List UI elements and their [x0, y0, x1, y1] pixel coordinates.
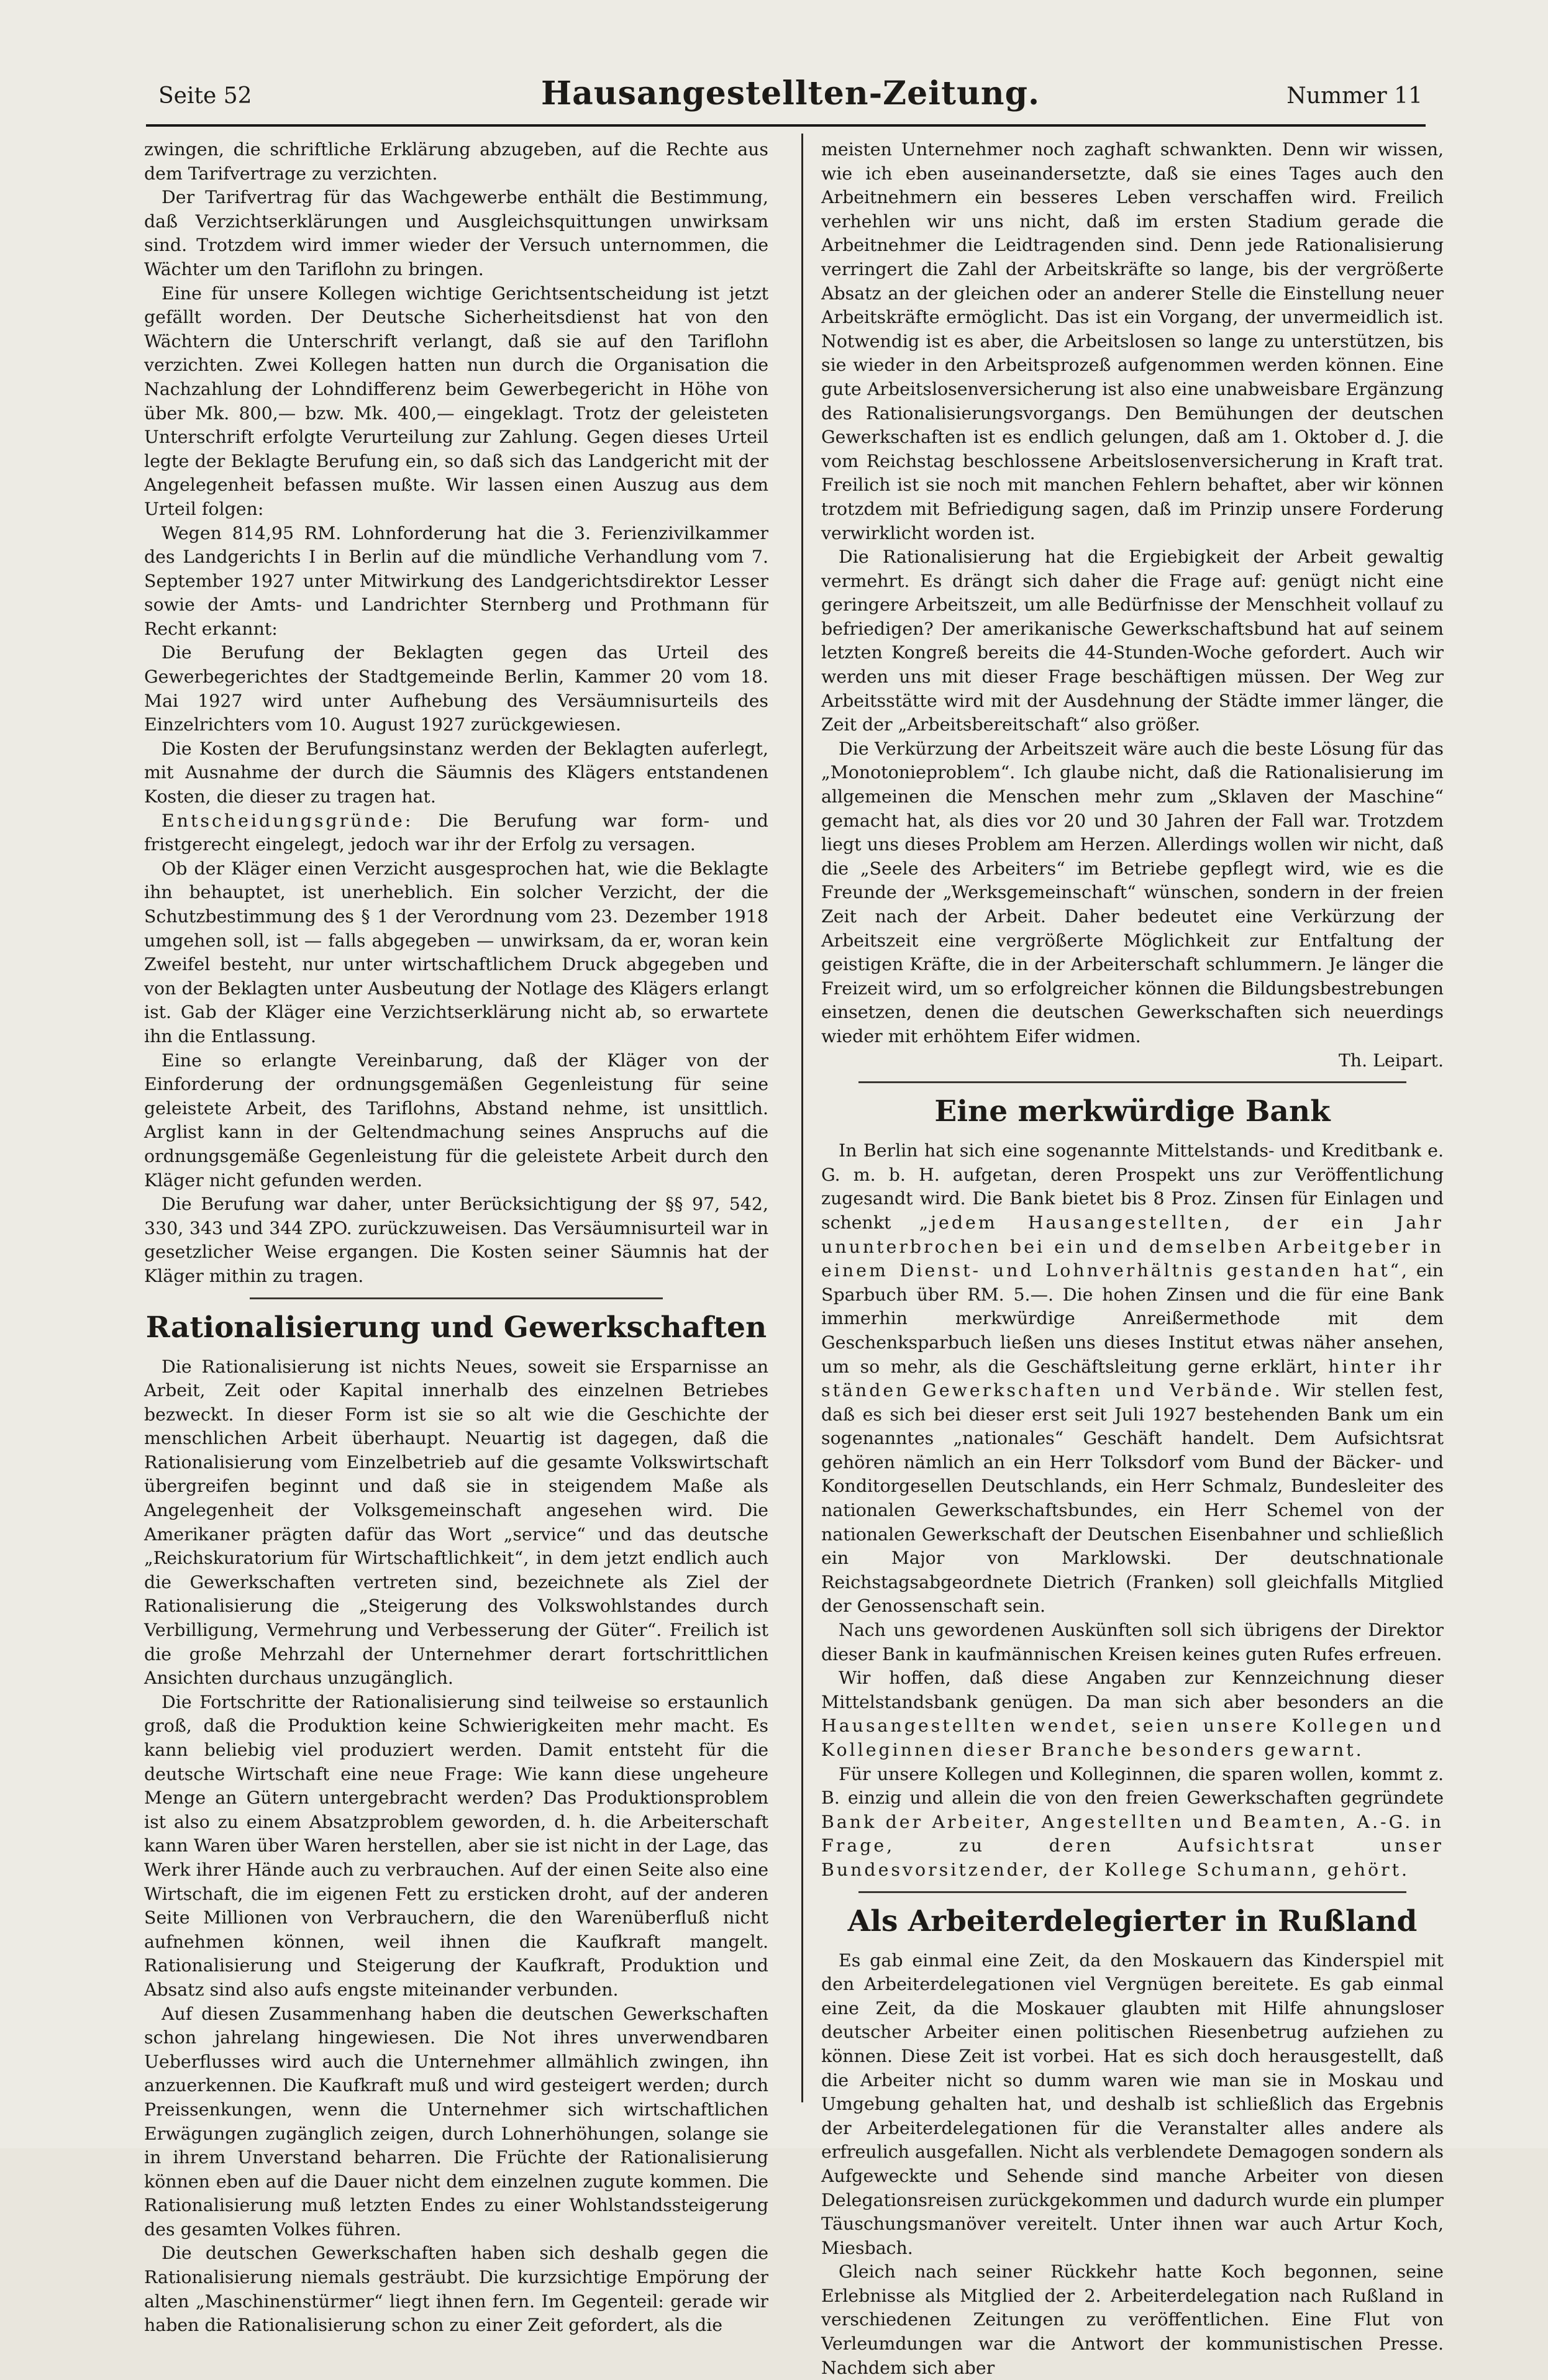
section-divider [858, 1891, 1406, 1893]
emphasis-run: Hausangestellten wendet, seien unsere Kollegen und Kolleginnen dieser Branche besonders gewarnt. [821, 1715, 1444, 1760]
article-paragraph: Der Tarifvertrag für das Wachgewerbe enthält die Bestimmung, daß Verzichtserklärungen und Ausgleichsquittungen unwirksam sind. Trotzdem wird immer wieder der Versuch unternommen, die Wächter um den Tariflohn zu bringen. [144, 187, 768, 279]
emphasis-run: hinter ihr ständen Gewerkschaften und Verbände. [821, 1356, 1444, 1401]
article-paragraph: Gleich nach seiner Rückkehr hatte Koch begonnen, seine Erlebnisse als Mitglied der 2. Arbeiterdelegation nach Rußland in verschiedenen Zeitungen zu veröffentlichen. Eine Flut von Verleumdungen war die Antwort der kommunistischen Presse. Nachdem sich aber [821, 2261, 1444, 2378]
article-paragraph: Die Rationalisierung hat die Ergiebigkeit der Arbeit gewaltig vermehrt. Es drängt sich daher die Frage auf: genügt nicht eine geringere Arbeitszeit, um alle Bedürfnisse der Menschheit vollauf zu befriedigen? Der amerikanische Gewerkschaftsbund hat auf seinem letzten Kongreß bereits die 44-Stunden-Woche gefordert. Auch wir werden uns mit dieser Frage beschäftigen müssen. Der Weg zur Arbeitsstätte wird mit der Ausdehnung der Städte immer länger, die Zeit der „Arbeitsbereitschaft“ also größer. [821, 547, 1444, 735]
text-run: In Berlin hat sich eine sogenannte Mittelstands- und Kreditbank e. G. m. b. H. aufgetan, deren Prospekt uns zur Veröffentlichung zugesandt wird. Die Bank bietet bis 8 Proz. Zinsen für Einlagen und schenkt [821, 1140, 1444, 1233]
article-paragraph: zwingen, die schriftliche Erklärung abzugeben, auf die Rechte aus dem Tarifvertrage zu verzichten. [144, 139, 768, 184]
headline-bank: Eine merkwürdige Bank [934, 1094, 1331, 1129]
court-ruling-paragraph: Die Berufung war daher, unter Berücksichtigung der §§ 97, 542, 330, 343 und 344 ZPO. zurückzuweisen. Das Versäumnisurteil war in gesetzlicher Weise ergangen. Die Kosten seiner Säumnis hat der Kläger mithin zu tragen. [144, 1194, 768, 1286]
text-run: Wir hoffen, daß diese Angaben zur Kennzeichnung dieser Mittelstandsbank genügen. Da man sich aber besonders an die [821, 1668, 1444, 1712]
article-paragraph: Nach uns gewordenen Auskünften soll sich übrigens der Direktor dieser Bank in kaufmännischen Kreisen keines guten Rufes erfreuen. [821, 1620, 1444, 1665]
page-number: Seite 52 [158, 83, 252, 109]
right-column [821, 138, 1444, 2380]
article-paragraph: Eine für unsere Kollegen wichtige Gerichtsentscheidung ist jetzt gefällt worden. Der Deutsche Sicherheitsdienst hat von den Wächtern die Unterschrift verlangt, daß sie auf den Tariflohn verzichten. Zwei Kollegen hatten nun durch die Organisation die Nachzahlung der Lohndifferenz beim Gewerbegericht in Höhe von über Mk. 800,— bzw. Mk. 400,— eingeklagt. Trotz der geleisteten Unterschrift erfolgte Verurteilung zur Zahlung. Gegen dieses Urteil legte der Beklagte Berufung ein, so daß sich das Landgericht mit der Angelegenheit befassen mußte. Wir lassen einen Auszug aus dem Urteil folgen: [144, 283, 768, 519]
masthead-title: Hausangestellten-Zeitung. [540, 75, 1040, 112]
article-paragraph: Die Rationalisierung ist nichts Neues, soweit sie Ersparnisse an Arbeit, Zeit oder Kapital innerhalb des einzelnen Betriebes bezweckt. In dieser Form ist sie so alt wie die Geschichte der menschlichen Arbeit überhaupt. Neuartig ist dagegen, daß die Rationalisierung vom Einzelbetrieb auf die gesamte Volkswirtschaft übergreifen beginnt und daß sie in steigendem Maße als Angelegenheit der Volksgemeinschaft angesehen wird. Die Amerikaner prägten dafür das Wort „service“ und das deutsche „Reichskuratorium für Wirtschaftlichkeit“, in dem jetzt endlich auch die Gewerkschaften vertreten sind, bezeichnete als Ziel der Rationalisierung die „Steigerung des Volkswohlstandes durch Verbilligung, Vermehrung und Verbesserung der Güter“. Freilich ist die große Mehrzahl der Unternehmer derart fortschrittlichen Ansichten durchaus unzugänglich. [144, 1356, 768, 1689]
section-divider [250, 1297, 663, 1299]
headline-rationalisierung: Rationalisierung und Gewerkschaften [145, 1310, 767, 1345]
text-run: , ein Sparbuch über RM. 5.—. Die hohen Zinsen und die für eine Bank immerhin merkwürdige Anreißermethode mit dem Geschenksparbuch ließen uns dieses Institut etwas näher ansehen, um so mehr, als die Geschäftsleitung gerne erklärt, [821, 1260, 1444, 1377]
article-paragraph [821, 1763, 1444, 1883]
court-ruling-paragraph: Wegen 814,95 RM. Lohnforderung hat die 3. Ferienzivilkammer des Landgerichts I in Berlin auf die mündliche Verhandlung vom 7. September 1927 unter Mitwirkung des Landgerichtsdirektor Lesser sowie der Amts- und Landrichter Sternberg und Prothmann für Recht erkannt: [144, 522, 768, 639]
grounds-text: Die Berufung war form- und fristgerecht eingelegt, jedoch war ihr der Erfolg zu versagen. [144, 810, 768, 855]
article-paragraph: Die Fortschritte der Rationalisierung sind teilweise so erstaunlich groß, daß die Produktion keine Schwierigkeiten mehr macht. Es kann beliebig viel produziert werden. Damit entsteht für die deutsche Wirtschaft eine neue Frage: Wie kann diese ungeheure Menge an Gütern untergebracht werden? Das Produktionsproblem ist also zu einem Absatzproblem geworden, d. h. die Arbeiterschaft kann Waren über Waren herstellen, aber sie ist nicht in der Lage, das Werk ihrer Hände auch zu verbrauchen. Auf der einen Seite also eine Wirtschaft, die im eigenen Fett zu ersticken droht, auf der anderen Seite Millionen von Verbrauchern, die den Warenüberfluß nicht aufnehmen können, weil ihnen die Kaufkraft mangelt. Rationalisierung und Steigerung der Kaufkraft, Produktion und Absatz sind also aufs engste miteinander verbunden. [144, 1691, 768, 2000]
header-rule [146, 124, 1426, 127]
issue-number: Nummer 11 [1286, 83, 1423, 109]
headline-russland: Als Arbeiterdelegierter in Rußland [847, 1904, 1418, 1938]
article-paragraph: Es gab einmal eine Zeit, da den Moskauern das Kinderspiel mit den Arbeiterdelegationen viel Vergnügen bereitete. Es gab einmal eine Zeit, da die Moskauer glaubten mit Hilfe ahnungsloser deutscher Arbeiter einen politischen Riesenbetrug aufziehen zu können. Diese Zeit ist vorbei. Hat es sich doch herausgestellt, daß die Arbeiter nicht so dumm waren wie man sie in Moskau und Umgebung gehalten hat, und deshalb ist schließlich das Ergebnis der Arbeiterdelegationen für die Veranstalter alles andere als erfreulich ausgefallen. Nicht als verblendete Demagogen sondern als Aufgeweckte und Sehende sind manche Arbeiter von diesen Delegationsreisen zurückgekommen und dadurch wurde ein plumper Täuschungsmanöver vereitelt. Unter ihnen war auch Artur Koch, Miesbach. [821, 1950, 1444, 2258]
text-run: Wir stellen fest, daß es sich bei dieser erst seit Juli 1927 bestehenden Bank um ein sogenanntes „nationales“ Geschäft handelt. Dem Aufsichtsrat gehören nämlich an ein Herr Tolksdorf vom Bund der Bäcker- und Konditorgesellen Deutschlands, ein Herr Schmalz, Bundesleiter des nationalen Gewerkschaftsbundes, ein Herr Schemel von der nationalen Gewerkschaft der Deutschen Eisenbahner und schließlich ein Major von Marklowski. Der deutschnationale Reichstagsabgeordnete Dietrich (Franken) soll gleichfalls Mitglied der Genossenschaft sein. [821, 1380, 1444, 1617]
text-run: Für unsere Kollegen und Kolleginnen, die sparen wollen, kommt z. B. einzig und allein die von den freien Gewerkschaften gegründete [821, 1763, 1444, 1809]
court-ruling-paragraph: Ob der Kläger einen Verzicht ausgesprochen hat, wie die Beklagte ihn behauptet, ist unerheblich. Ein solcher Verzicht, der die Schutzbestimmung des § 1 der Verordnung vom 23. Dezember 1918 umgehen soll, ist — falls abgegeben — unwirksam, da er, woran kein Zweifel besteht, nur unter wirtschaftlichem Druck abgegeben und von der Beklagten unter Ausbeutung der Notlage des Klägers erlangt ist. Gab der Kläger eine Verzichtserklärung nicht ab, so erwartete ihn die Entlassung. [144, 858, 768, 1047]
court-ruling-paragraph [144, 809, 768, 857]
article-paragraph [821, 1139, 1444, 1619]
column-divider [801, 134, 803, 2102]
article-paragraph: Die deutschen Gewerkschaften haben sich deshalb gegen die Rationalisierung niemals gesträubt. Die kurzsichtige Empörung der alten „Maschinenstürmer“ liegt ihnen fern. Im Gegenteil: gerade wir haben die Rationalisierung schon zu einer Zeit gefordert, als die [144, 2243, 768, 2336]
court-ruling-paragraph: Die Kosten der Berufungsinstanz werden der Beklagten auferlegt, mit Ausnahme der durch die Säumnis des Klägers entstandenen Kosten, die dieser zu tragen hat. [144, 738, 768, 807]
emphasis-run: „jedem Hausangestellten, der ein Jahr ununterbrochen bei ein und demselben Arbeitgeber in einem Dienst- und Lohnverhältnis gestanden hat“ [821, 1212, 1444, 1281]
article-paragraph: Die Verkürzung der Arbeitszeit wäre auch die beste Lösung für das „Monotonieproblem“. Ich glaube nicht, daß die Rationalisierung im allgemeinen die Menschen mehr zum „Sklaven der Maschine“ gemacht hat, als dies vor 20 und 30 Jahren der Fall war. Trotzdem liegt uns dieses Problem am Herzen. Allerdings wollen wir nicht, daß die „Seele des Arbeiters“ im Betriebe gepflegt wird, wie es die Freunde der „Werksgemeinschaft“ wünschen, sondern in der freien Zeit nach der Arbeit. Daher bedeutet eine Verkürzung der Arbeitszeit eine vergrößerte Möglichkeit zur Entfaltung der geistigen Kräfte, die in der Arbeiterschaft schlummern. Je länger die Freizeit wird, um so erfolgreicher können die Bildungsbestrebungen einsetzen, denen die deutschen Gewerkschaften sich neuerdings wieder mit erhöhtem Eifer widmen. [821, 738, 1444, 1047]
article-paragraph: meisten Unternehmer noch zaghaft schwankten. Denn wir wissen, wie ich eben auseinandersetzte, daß sie eines Tages auch den Arbeitnehmern ein besseres Leben verschaffen wird. Freilich verhehlen wir uns nicht, daß im ersten Stadium gerade die Arbeitnehmer die Leidtragenden sind. Denn jede Rationalisierung verringert die Zahl der Arbeitskräfte so lange, bis der vergrößerte Absatz an der gleichen oder an anderer Stelle die Einstellung neuer Arbeitskräfte ermöglicht. Das ist ein Vorgang, der unvermeidlich ist. Notwendig ist es aber, die Arbeitslosen so lange zu unterstützen, bis sie wieder in den Arbeitsprozeß aufgenommen werden können. Eine gute Arbeitslosenversicherung ist also eine unabweisbare Ergänzung des Rationalisierungsvorgangs. Den Bemühungen der deutschen Gewerkschaften ist es endlich gelungen, daß am 1. Oktober d. J. die vom Reichstag beschlossene Arbeitslosenversicherung in Kraft trat. Freilich ist sie noch mit manchen Fehlern behaftet, aber wir können trotzdem mit Befriedigung sagen, daß im Prinzip unsere Forderung verwirklicht worden ist. [821, 139, 1444, 543]
court-ruling-paragraph: Eine so erlangte Vereinbarung, daß der Kläger von der Einforderung der ordnungsgemäßen Gegenleistung für seine geleistete Arbeit, des Tariflohns, Abstand nehme, ist unsittlich. Arglist kann in der Geltendmachung seines Anspruchs auf die ordnungsgemäße Gegenleistung für die geleistete Arbeit durch den Kläger nicht gefunden werden. [144, 1050, 768, 1191]
court-ruling-paragraph: Die Berufung der Beklagten gegen das Urteil des Gewerbegerichtes der Stadtgemeinde Berlin, Kammer 20 vom 18. Mai 1927 wird unter Aufhebung des Versäumnisurteils des Einzelrichters vom 10. August 1927 zurückgewiesen. [144, 642, 768, 735]
left-column [144, 138, 768, 2338]
section-divider [858, 1081, 1406, 1083]
emphasis-run: Bank der Arbeiter, Angestellten und Beamten, A.-G. in Frage, zu deren Aufsichtsrat unser Bundesvorsitzender, der Kollege Schumann, gehört. [821, 1811, 1444, 1880]
grounds-label: Entscheidungsgründe: [162, 810, 414, 831]
author-signature: Th. Leipart. [1338, 1050, 1444, 1071]
article-paragraph: Auf diesen Zusammenhang haben die deutschen Gewerkschaften schon jahrelang hingewiesen. Die Not ihres unverwendbaren Ueberflusses wird auch die Unternehmer allmählich zwingen, ihn anzuerkennen. Die Kaufkraft muß und wird gesteigert werden; durch Preissenkungen, wenn die Unternehmer sich wirtschaftlichen Erwägungen zugänglich zeigen, durch Lohnerhöhungen, solange sie in ihrem Unverstand beharren. Die Früchte der Rationalisierung können eben auf die Dauer nicht dem einzelnen zugute kommen. Die Rationalisierung muß letzten Endes zu einer Wohlstandssteigerung des gesamten Volkes führen. [144, 2003, 768, 2240]
page-header [158, 75, 1423, 118]
article-paragraph [821, 1666, 1444, 1762]
